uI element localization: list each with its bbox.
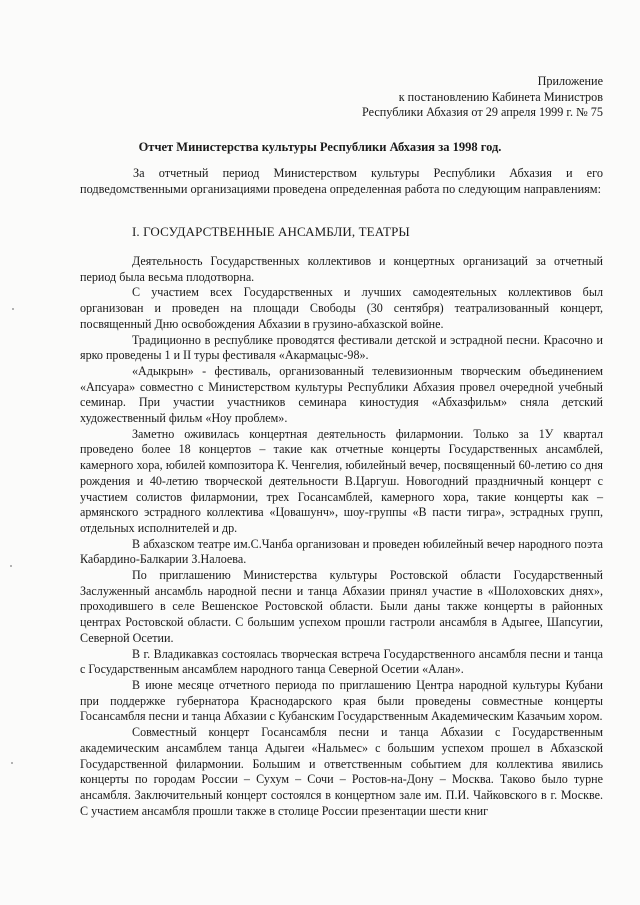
paragraph-3: Традиционно в республике проводятся фестивали детской и эстрадной песни. Красочно и ярко проведены 1 и II туры фестиваля «Акармацыс-98». [80,332,603,363]
paragraph-9: В июне месяце отчетного периода по приглашению Центра народной культуры Кубани при поддержке губернатора Краснодарского края были проведены совместные концерты Госансамбля песни и танца Абхазии с Кубанским Государственным Академическим Казачьим хором. [80,677,603,724]
intro-paragraph: За отчетный период Министерством культуры Республики Абхазия и его подведомственными организациями проведена определенная работа по следующим направлениям: [80,166,603,196]
paragraph-7: По приглашению Министерства культуры Ростовской области Государственный Заслуженный ансамбль народной песни и танца Абхазии принял участие в «Шолоховских днях», проходившего в селе Вешенское Ростовской области. Были даны также концерты в районных центрах Ростовской области. С большим успехом прошли гастроли ансамбля в Адыгее, Шапсугии, Северной Осетии. [80,568,603,645]
scan-speck [12,308,14,310]
annex-line-3: Республики Абхазия от 29 апреля 1999 г. № 75 [362,105,603,119]
paragraph-10: Совместный концерт Госансамбля песни и танца Абхазии с Государственным академическим ансамблем танца Адыгеи «Нальмес» с большим успехом прошел в Абхазской Государственной филармонии. Большим и ответственным событием для коллектива явились концерты по городам России – Сухум – Сочи – Ростов-на-Дону – Москва. Таково было турне ансамбля. Заключительный концерт состоялся в концертном зале им. П.И. Чайковского в г. Москве. С участием ансамбля прошли также в столице России презентации шести книг [80,725,603,818]
paragraph-8: В г. Владикавказ состоялась творческая встреча Государственного ансамбля песни и танца с Государственным ансамблем народного танца Северной Осетии «Алан». [80,646,603,677]
annex-line-2: к постановлению Кабинета Министров [398,89,603,104]
scan-speck [11,762,13,764]
paragraph-1: Деятельность Государственных коллективов и концертных организаций за отчетный период была весьма плодотворна. [80,254,603,284]
scan-speck [10,565,12,567]
section-heading: I. ГОСУДАРСТВЕННЫЕ АНСАМБЛИ, ТЕАТРЫ [132,224,410,239]
paragraph-6: В абхазском театре им.С.Чанба организован и проведен юбилейный вечер народного поэта Кабардино-Балкарии З.Налоева. [80,536,603,567]
paragraph-2: С участием всех Государственных и лучших самодеятельных коллективов был организован и проведен на площади Свободы (30 сентября) театрализованный концерт, посвященный Дню освобождения Абхазии в грузино-абхазской войне. [80,285,603,331]
paragraph-4: «Адыкрын» - фестиваль, организованный телевизионным творческим объединением «Апсуара» совместно с Министерством культуры Республики Абхазия провел очередной учебный семинар. При участии участников семинара киностудия «Абхазфильм» сняла детский художественный фильм «Ноу проблем». [80,363,603,426]
body-text [80,254,603,819]
document-title: Отчет Министерства культуры Республики Абхазия за 1998 год. [138,140,502,154]
paragraph-5: Заметно оживилась концертная деятельность филармонии. Только за 1У квартал проведено более 18 концертов – такие как отчетные концерты Государственных ансамблей, камерного хора, юбилей композитора К. Ченгелия, юбилейный вечер, посвященный 60-летию со дня рождения и 40-летию творческой деятельности В.Царгуш. Новогодний праздничный концерт с участием солистов филармонии, трех Госансамблей, камерного хора, такие концерты как – армянского эстрадного коллектива «Цовашунч», шоу-группы «В пасти тигра», эстрадных групп, отдельных исполнителей и др. [80,426,603,535]
annex-line-1: Приложение [537,74,603,88]
annex-block [362,74,603,121]
